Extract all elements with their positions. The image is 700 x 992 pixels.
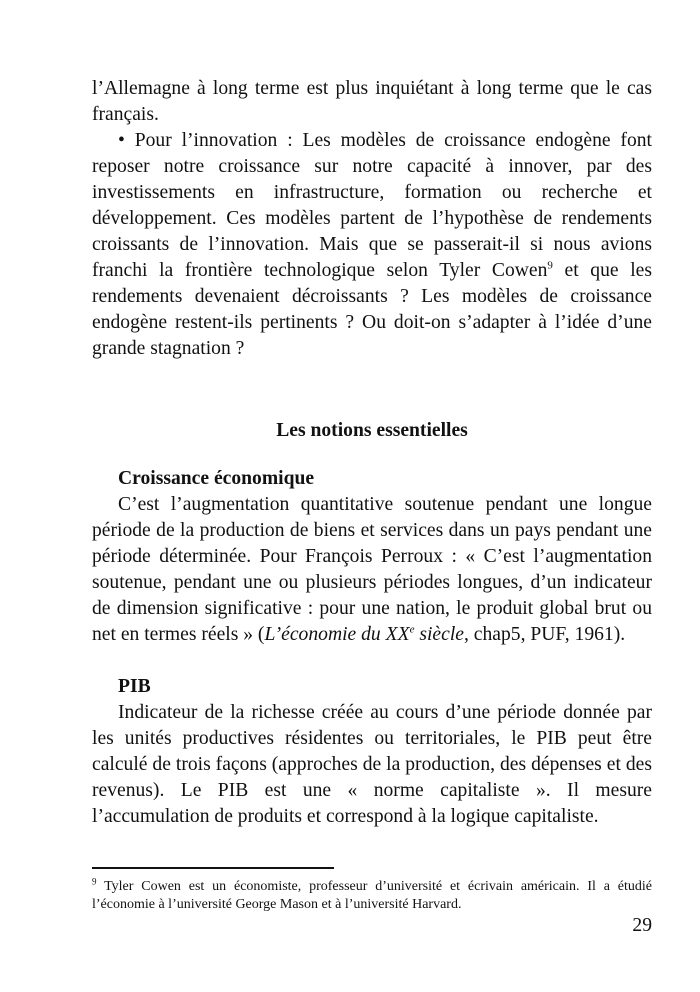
footnote (92, 878, 652, 914)
definition-text: , chap5, PUF, 1961). (463, 624, 626, 645)
section-title: Les notions essentielles (276, 420, 468, 441)
paragraph-text: et que les rendements devenaient décroissants ? Les modèles de croissance endogène restent-ils pertinents ? Ou doit-on s’adapter à l’idée d’une grande stagnation ? (92, 260, 652, 359)
footnote-ref[interactable]: 9 (547, 259, 553, 272)
paragraph-innovation (92, 128, 652, 362)
footnote-divider (92, 867, 334, 869)
notion-definition-croissance (92, 492, 652, 648)
paragraph-text: Les modèles de croissance endogène font reposer notre croissance sur notre capacité à innover, par des investissements en infrastructure, formation ou recherche et développement. Ces modèles partent de l’hypothèse de rendements croissants de l’innovation. Mais que se passerait-il si nous avions franchi la frontière technologique selon Tyler Cowen (92, 130, 652, 281)
bullet-label: Pour l’innovation : (134, 130, 293, 151)
definition-text: C’est l’augmentation quantitative soutenue pendant une longue période de la production de biens et services dans un pays pendant une période déterminée. Pour François Perroux : « C’est l’augmentation soutenue, pendant une ou plusieurs périodes longues, d’un indicateur de dimension significative : pour une nation, le produit global brut ou net en termes réels » ( (92, 494, 652, 645)
body-text-notions (92, 418, 652, 830)
footnote-number: 9 (92, 876, 97, 887)
bullet: • (118, 130, 125, 151)
notion-heading-pib: PIB (118, 676, 151, 697)
footnote-text: Tyler Cowen est un économiste, professeur d’université et écrivain américain. Il a étudié l’économie à l’université George Mason et à l’université Harvard. (92, 879, 652, 912)
paragraph-continuation: l’Allemagne à long terme est plus inquiétant à long terme que le cas français. (92, 78, 652, 125)
page-number: 29 (632, 915, 652, 936)
body-text-top (92, 76, 652, 362)
citation-title: L’économie du XXe siècle (264, 623, 464, 645)
notion-heading-croissance: Croissance économique (118, 468, 315, 489)
notion-definition-pib: Indicateur de la richesse créée au cours d’une période donnée par les unités productives résidentes ou territoriales, le PIB peut être calculé de trois façons (approches de la production, des dépenses et des revenus). Le PIB est une « norme capitaliste ». Il mesure l’accumulation de produits et correspond à la logique capitaliste. (92, 702, 652, 827)
